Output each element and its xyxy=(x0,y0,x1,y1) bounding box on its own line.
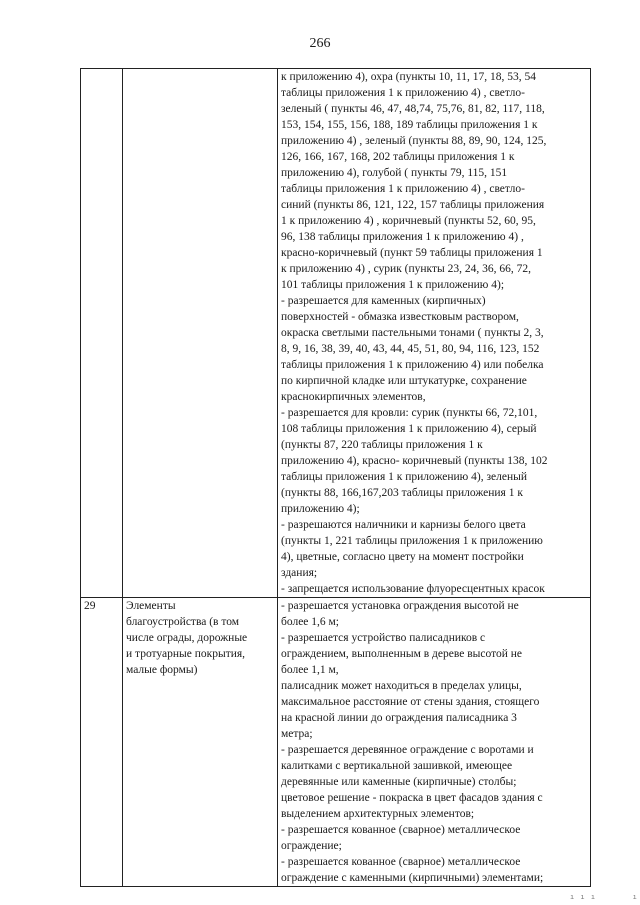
requirements-table xyxy=(80,68,591,887)
requirement-line: (пункты 88, 166,167,203 таблицы приложения 1 к xyxy=(281,487,523,499)
requirement-line: выделением архитектурных элементов; xyxy=(281,808,475,820)
table-row xyxy=(81,598,591,887)
requirement-line: приложению 4) , зеленый (пункты 88, 89, 90, 124, 125, xyxy=(281,135,547,147)
row-number: 29 xyxy=(84,600,96,612)
requirement-line: зеленый ( пункты 46, 47, 48,74, 75,76, 81, 82, 117, 118, xyxy=(281,103,545,115)
requirement-line: к приложению 4), охра (пункты 10, 11, 17, 18, 53, 54 xyxy=(281,71,536,83)
element-name-cell xyxy=(123,69,278,598)
requirement-line: (пункты 87, 220 таблицы приложения 1 к xyxy=(281,439,483,451)
requirement-line: приложению 4); xyxy=(281,503,360,515)
requirement-line: красно-коричневый (пункт 59 таблицы приложения 1 xyxy=(281,247,543,259)
requirement-line: - разрешается для кровли: сурик (пункты 66, 72,101, xyxy=(281,407,538,419)
requirement-line: - разрешается кованное (сварное) металлическое xyxy=(281,824,521,836)
requirement-line: 153, 154, 155, 156, 188, 189 таблицы приложения 1 к xyxy=(281,119,538,131)
requirement-line: - разрешается кованное (сварное) металлическое xyxy=(281,856,521,868)
element-name-line: благоустройства (в том xyxy=(126,616,240,628)
element-name-cell xyxy=(123,598,278,887)
requirement-line: калитками с вертикальной зашивкой, имеющее xyxy=(281,760,513,772)
requirement-line: 4), цветные, согласно цвету на момент постройки xyxy=(281,551,524,563)
requirement-line: таблицы приложения 1 к приложению 4) или побелка xyxy=(281,359,544,371)
requirement-line: (пункты 1, 221 таблицы приложения 1 к приложению xyxy=(281,535,543,547)
requirement-line: ограждением, выполненным в дереве высотой не xyxy=(281,648,522,660)
requirement-line: 1 к приложению 4) , коричневый (пункты 52, 60, 95, xyxy=(281,215,536,227)
requirement-line: таблицы приложения 1 к приложению 4) , светло- xyxy=(281,183,525,195)
requirement-line: окраска светлыми пастельными тонами ( пункты 2, 3, xyxy=(281,327,544,339)
requirement-line: приложению 4), красно- коричневый (пункты 138, 102 xyxy=(281,455,548,467)
requirement-line: более 1,6 м; xyxy=(281,616,339,628)
requirement-line: к приложению 4) , сурик (пункты 23, 24, 36, 66, 72, xyxy=(281,263,531,275)
requirement-line: 96, 138 таблицы приложения 1 к приложению 4) , xyxy=(281,231,524,243)
requirement-line: более 1,1 м, xyxy=(281,664,339,676)
row-number-cell xyxy=(81,598,123,887)
element-name-line: малые формы) xyxy=(126,664,198,676)
requirement-line: 126, 166, 167, 168, 202 таблицы приложения 1 к xyxy=(281,151,515,163)
requirement-line: 101 таблицы приложения 1 к приложению 4); xyxy=(281,279,505,291)
requirement-line: ограждение; xyxy=(281,840,342,852)
requirements-cell xyxy=(278,69,591,598)
requirements-cell xyxy=(278,598,591,887)
element-name-line: Элементы xyxy=(126,600,176,612)
requirement-line: - запрещается использование флуоресцентных красок xyxy=(281,583,545,595)
requirement-line: таблицы приложения 1 к приложению 4) , светло- xyxy=(281,87,525,99)
requirement-line: ограждение с каменными (кирпичными) элементами; xyxy=(281,872,544,884)
requirement-line: 8, 9, 16, 38, 39, 40, 43, 44, 45, 51, 80, 94, 116, 123, 152 xyxy=(281,343,540,355)
requirement-line: - разрешаются наличники и карнизы белого цвета xyxy=(281,519,526,531)
requirement-line: - разрешается для каменных (кирпичных) xyxy=(281,295,486,307)
requirement-line: деревянные или каменные (кирпичные) столбы; xyxy=(281,776,517,788)
requirement-line: - разрешается деревянное ограждение с воротами и xyxy=(281,744,534,756)
requirement-line: поверхностей - обмазка известковым раствором, xyxy=(281,311,519,323)
requirement-line: максимальное расстояние от стены здания, стоящего xyxy=(281,696,540,708)
requirement-line: краснокирпичных элементов, xyxy=(281,391,426,403)
requirement-line: - разрешается устройство палисадников с xyxy=(281,632,486,644)
row-number-cell xyxy=(81,69,123,598)
requirement-line: метра; xyxy=(281,728,313,740)
requirement-line: синий (пункты 86, 121, 122, 157 таблицы приложения xyxy=(281,199,545,211)
element-name-line: числе ограды, дорожные xyxy=(126,632,248,644)
requirement-line: - разрешается установка ограждения высотой не xyxy=(281,600,519,612)
requirement-line: 108 таблицы приложения 1 к приложению 4), серый xyxy=(281,423,537,435)
scan-marks: ı ı ı ı xyxy=(570,893,638,901)
requirement-line: здания; xyxy=(281,567,318,579)
table-row xyxy=(81,69,591,598)
requirement-line: таблицы приложения 1 к приложению 4), зеленый xyxy=(281,471,527,483)
requirement-line: палисадник может находиться в пределах улицы, xyxy=(281,680,522,692)
requirement-line: по кирпичной кладке или штукатурке, сохранение xyxy=(281,375,527,387)
requirement-line: приложению 4), голубой ( пункты 79, 115, 151 xyxy=(281,167,508,179)
page-number: 266 xyxy=(309,36,331,51)
element-name-line: и тротуарные покрытия, xyxy=(126,648,246,660)
table-body xyxy=(81,69,591,887)
requirement-line: на красной линии до ограждения палисадника 3 xyxy=(281,712,517,724)
requirement-line: цветовое решение - покраска в цвет фасадов здания с xyxy=(281,792,543,804)
